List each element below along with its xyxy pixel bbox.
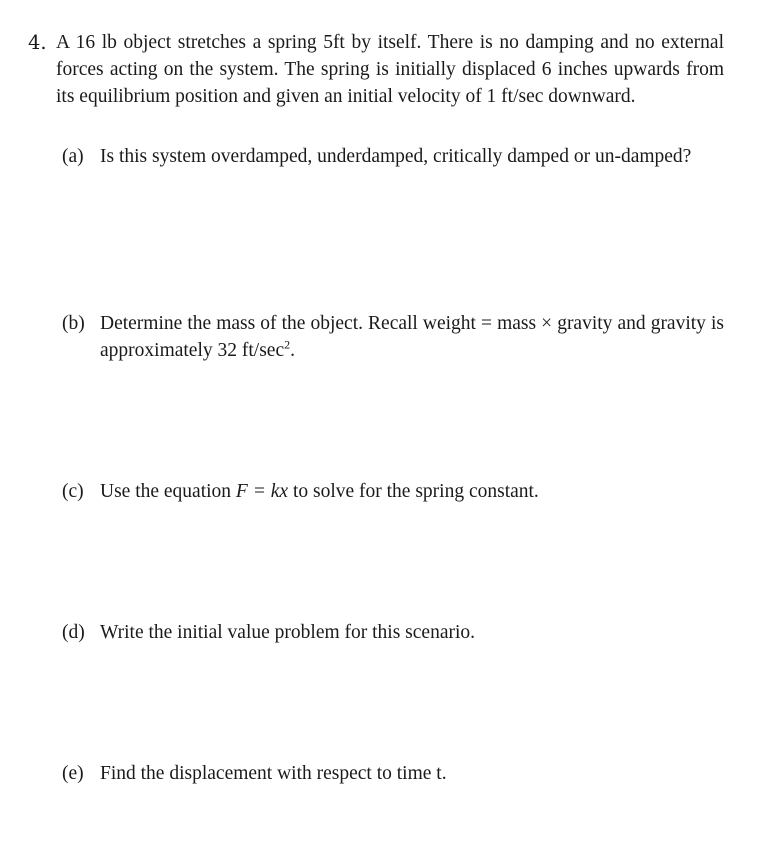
part-a-text: Is this system overdamped, underdamped, critically damped or un-damped? xyxy=(100,146,692,167)
part-b-text xyxy=(100,310,724,364)
part-d-text: Write the initial value problem for this scenario. xyxy=(100,622,476,643)
part-e-text: Find the displacement with respect to time t. xyxy=(100,763,447,784)
part-a-label: (a) xyxy=(62,146,84,167)
part-b-text-main: Determine the mass of the object. Recall weight = mass × gravity and gravity is approximately 32 ft/sec xyxy=(100,313,724,361)
part-c-text-end: to solve for the spring constant. xyxy=(288,481,539,502)
part-b-label: (b) xyxy=(62,313,85,334)
part-c-text xyxy=(100,478,724,505)
part-d-label: (d) xyxy=(62,622,85,643)
part-e-label: (e) xyxy=(62,763,84,784)
part-c-text-start: Use the equation xyxy=(100,481,236,502)
part-c-equation: F = kx xyxy=(235,481,289,502)
part-b-text-end: . xyxy=(290,340,295,361)
part-c-label: (c) xyxy=(62,481,84,502)
problem-stem: A 16 lb object stretches a spring 5ft by itself. There is no damping and no external forces acting on the system. The spring is initially displaced 6 inches upwards from its equilibrium position and given an initial velocity of 1 ft/sec downward. xyxy=(56,32,724,107)
part-b-exponent: 2 xyxy=(284,337,291,352)
problem-number: 4. xyxy=(28,31,47,54)
